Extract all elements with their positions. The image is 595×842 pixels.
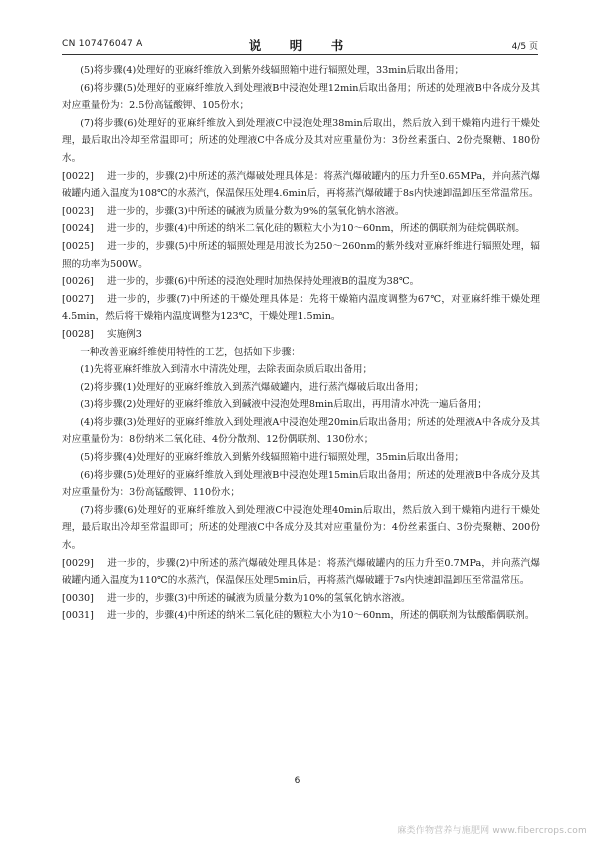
- paragraph-number: [0025]: [62, 240, 94, 252]
- paragraph-text: 进一步的，步骤(3)中所述的碱液为质量分数为9%的氢氧化钠水溶液。: [107, 205, 405, 217]
- paragraph-number: [0029]: [62, 557, 94, 569]
- document-title: 说 明 书: [248, 38, 352, 53]
- paragraph-text: 进一步的，步骤(4)中所述的纳米二氧化硅的颗粒大小为10～60nm，所述的偶联剂为硅烷偶联剂。: [107, 223, 525, 235]
- paragraph-text: 进一步的，步骤(2)中所述的蒸汽爆破处理具体是：将蒸汽爆破罐内的压力升至0.65MPa，并向蒸汽爆破罐内通入温度为108℃的水蒸汽，保温保压处理4.6min后，再将蒸汽爆破罐于8s内快速卸温卸压至常温常压。: [62, 170, 540, 200]
- paragraph-text: 进一步的，步骤(4)中所述的纳米二氧化硅的颗粒大小为10～60nm，所述的偶联剂为钛酸酯偶联剂。: [107, 610, 535, 622]
- paragraph-text: 进一步的，步骤(7)中所述的干燥处理具体是：先将干燥箱内温度调整为67℃，对亚麻纤维干燥处理4.5min，然后将干燥箱内温度调整为123℃，干燥处理1.5min。: [62, 293, 540, 323]
- process-step: (6)将步骤(5)处理好的亚麻纤维放入到处理液B中浸泡处理12min后取出备用；所述的处理液B中各成分及其对应重量份为：2.5份高锰酸钾、105份水；: [62, 82, 540, 112]
- intro-paragraph: 一种改善亚麻纤维使用特性的工艺，包括如下步骤：: [80, 346, 301, 358]
- page-header: [62, 36, 538, 55]
- document-body: [62, 62, 540, 625]
- paragraph-number: [0026]: [62, 276, 94, 288]
- process-step: (2)将步骤(1)处理好的亚麻纤维放入到蒸汽爆破罐内，进行蒸汽爆破后取出备用；: [80, 381, 425, 393]
- paragraph-text: 进一步的，步骤(6)中所述的浸泡处理时加热保持处理液B的温度为38℃。: [107, 276, 420, 288]
- paragraph-text: 实施例3: [107, 328, 142, 340]
- numbered-paragraph: [62, 273, 540, 291]
- page-number: 6: [294, 776, 301, 786]
- numbered-paragraph: [62, 238, 540, 273]
- paragraph-number: [0024]: [62, 223, 94, 235]
- paragraph-number: [0022]: [62, 170, 94, 182]
- paragraph-number: [0030]: [62, 592, 94, 604]
- site-watermark: 麻类作物营养与施肥网 www.fibercrops.com: [397, 826, 587, 836]
- paragraph-number: [0027]: [62, 293, 94, 305]
- process-step: (7)将步骤(6)处理好的亚麻纤维放入到处理液C中浸泡处理40min后取出，然后放入到干燥箱内进行干燥处理，最后取出冷却至常温即可；所述的处理液C中各成分及其对应重量份为：4份丝素蛋白、3份壳聚糖、200份水。: [62, 504, 540, 552]
- patent-number: CN 107476047 A: [62, 39, 143, 49]
- page-indicator: 4/5 页: [511, 42, 538, 52]
- numbered-paragraph: [62, 555, 540, 590]
- numbered-paragraph: [62, 326, 540, 344]
- process-step: (5)将步骤(4)处理好的亚麻纤维放入到紫外线辐照箱中进行辐照处理，33min后取出备用；: [80, 65, 465, 76]
- process-step: (6)将步骤(5)处理好的亚麻纤维放入到处理液B中浸泡处理15min后取出备用；所述的处理液B中各成分及其对应重量份为：3份高锰酸钾、110份水；: [62, 469, 540, 499]
- numbered-paragraph: [62, 607, 540, 625]
- process-step: (7)将步骤(6)处理好的亚麻纤维放入到处理液C中浸泡处理38min后取出，然后放入到干燥箱内进行干燥处理，最后取出冷却至常温即可；所述的处理液C中各成分及其对应重量份为：3份丝素蛋白、2份壳聚糖、180份水。: [62, 117, 540, 164]
- process-step: (5)将步骤(4)处理好的亚麻纤维放入到紫外线辐照箱中进行辐照处理，35min后取出备用；: [80, 452, 465, 464]
- numbered-paragraph: [62, 220, 540, 238]
- process-step: (3)将步骤(2)处理好的亚麻纤维放入到碱液中浸泡处理8min后取出，再用清水冲洗一遍后备用；: [80, 399, 487, 411]
- numbered-paragraph: [62, 291, 540, 326]
- numbered-paragraph: [62, 590, 540, 608]
- numbered-paragraph: [62, 203, 540, 221]
- paragraph-number: [0031]: [62, 610, 94, 622]
- paragraph-number: [0023]: [62, 205, 94, 217]
- process-step: (4)将步骤(3)处理好的亚麻纤维放入到处理液A中浸泡处理20min后取出备用；所述的处理液A中各成分及其对应重量份为：8份纳米二氧化硅、4份分散剂、12份偶联剂、130份水；: [62, 416, 540, 446]
- numbered-paragraph: [62, 168, 540, 203]
- paragraph-text: 进一步的，步骤(3)中所述的碱液为质量分数为10%的氢氧化钠水溶液。: [107, 592, 411, 604]
- paragraph-number: [0028]: [62, 328, 94, 340]
- process-step: (1)先将亚麻纤维放入到清水中清洗处理，去除表面杂质后取出备用；: [80, 364, 373, 376]
- paragraph-text: 进一步的，步骤(2)中所述的蒸汽爆破处理具体是：将蒸汽爆破罐内的压力升至0.7MPa，并向蒸汽爆破罐内通入温度为110℃的水蒸汽，保温保压处理5min后，再将蒸汽爆破罐于7s内快速卸温卸压至常温常压。: [62, 557, 540, 587]
- paragraph-text: 进一步的，步骤(5)中所述的辐照处理是用波长为250～260nm的紫外线对亚麻纤维进行辐照处理，辐照的功率为500W。: [62, 240, 540, 270]
